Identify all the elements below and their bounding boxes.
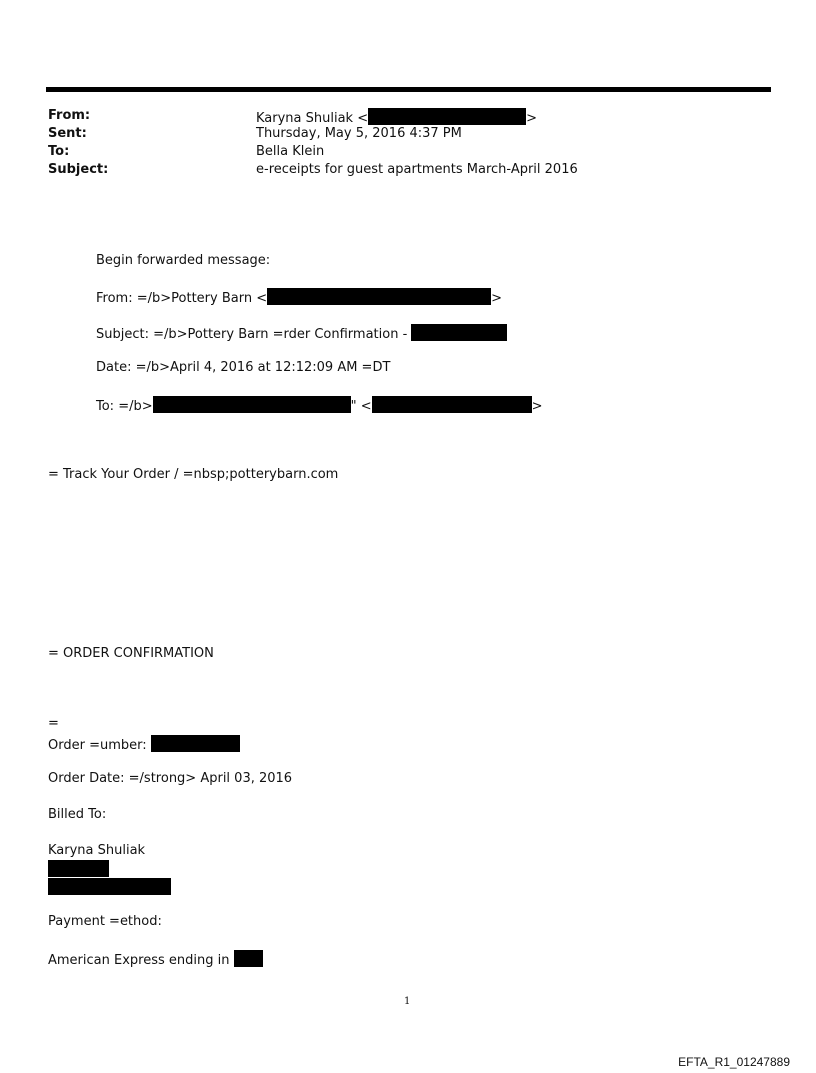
billed-name: Karyna Shuliak [48,843,146,858]
forward-subject [96,324,507,342]
forward-from [96,288,502,306]
track-order-line: = Track Your Order / =nbsp;potterybarn.com [48,467,339,482]
redaction-bar [368,108,526,125]
card-line [48,950,263,968]
forward-to [96,396,543,414]
from-label: From: [48,108,91,123]
equals-line: = [48,716,59,731]
order-number-line [48,735,240,753]
to-value: Bella Klein [256,144,325,159]
sent-value: Thursday, May 5, 2016 4:37 PM [256,126,462,141]
forward-to-text: To: =/b> [96,399,153,414]
forward-to-mid: " < [350,399,372,414]
subject-value: e-receipts for guest apartments March-April 2016 [256,162,578,177]
redaction-bar [234,950,263,967]
sent-label: Sent: [48,126,87,141]
forward-date: Date: =/b>April 4, 2016 at 12:12:09 AM =DT [96,360,391,375]
order-date-line: Order Date: =/strong> April 03, 2016 [48,771,293,786]
page-number: 1 [404,996,411,1007]
header-rule [46,87,771,92]
redaction-bar [267,288,491,305]
forward-subject-text: Subject: =/b>Pottery Barn =rder Confirmation - [96,327,412,342]
redaction-bar [48,860,109,877]
to-label: To: [48,144,70,159]
bates-number: EFTA_R1_01247889 [678,1055,790,1069]
from-name: Karyna Shuliak < [256,111,369,126]
forward-from-close: > [491,291,503,306]
billed-to-label: Billed To: [48,807,107,822]
from-close: > [526,111,538,126]
order-number-label: Order =umber: [48,738,151,753]
forward-from-text: From: =/b>Pottery Barn < [96,291,268,306]
from-value [256,108,537,126]
redaction-bar [372,396,532,413]
forward-intro: Begin forwarded message: [96,253,271,268]
forward-to-close: > [531,399,543,414]
redaction-bar [411,324,507,341]
payment-method-label: Payment =ethod: [48,914,162,929]
redaction-bar [48,878,171,895]
card-line-text: American Express ending in [48,953,234,968]
redaction-bar [153,396,351,413]
subject-label: Subject: [48,162,109,177]
redaction-bar [151,735,240,752]
order-confirmation-heading: = ORDER CONFIRMATION [48,646,214,661]
